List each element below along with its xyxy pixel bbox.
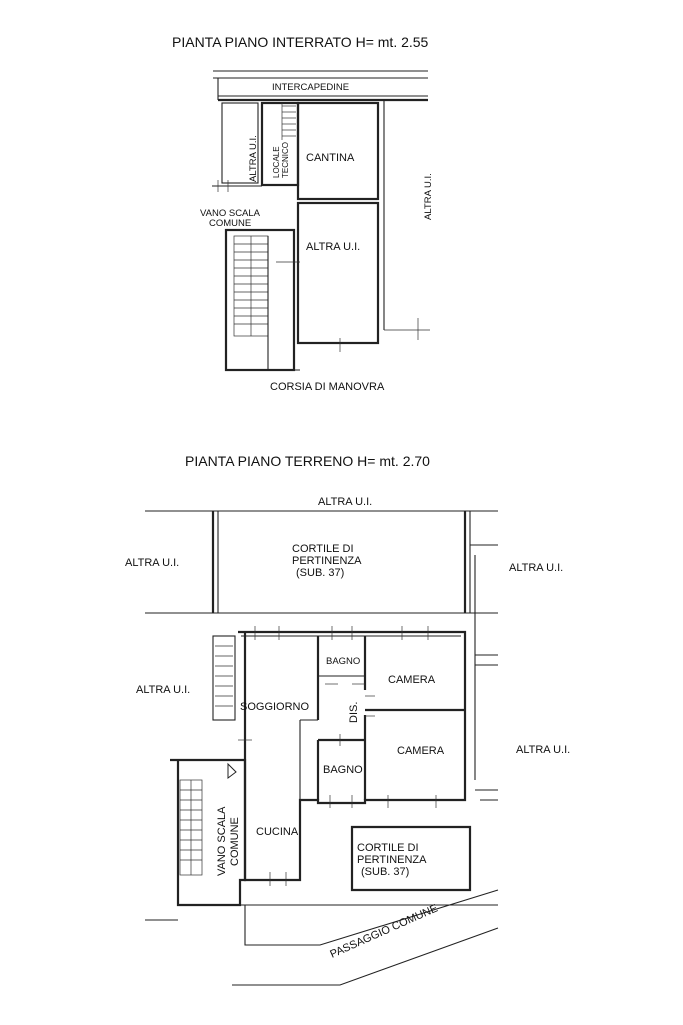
cucina-label: CUCINA: [256, 826, 299, 838]
camera-1-label: CAMERA: [388, 674, 436, 686]
corsia-label: CORSIA DI MANOVRA: [270, 381, 385, 393]
stair-arrow-icon: [228, 764, 236, 778]
locale-tecnico-label-2: TECNICO: [281, 142, 290, 178]
cortile2-label-1: CORTILE DI: [357, 842, 419, 854]
bagno-2-label: BAGNO: [323, 764, 363, 776]
soggiorno-left-stair-strip: [213, 636, 235, 720]
intercapedine-label: INTERCAPEDINE: [272, 82, 350, 93]
altra-top-right-label: ALTRA U.I.: [509, 562, 564, 574]
soggiorno-label: SOGGIORNO: [240, 701, 310, 713]
locale-tecnico-label-1: LOCALE: [272, 146, 281, 178]
bagno-1-label: BAGNO: [326, 656, 361, 667]
basement-altra-right-label: ALTRA U.I.: [423, 173, 434, 220]
right-neighbour-outline: [470, 545, 498, 800]
cortile-label-2: PERTINENZA: [292, 555, 362, 567]
basement-title: PIANTA PIANO INTERRATO H= mt. 2.55: [172, 34, 429, 50]
basement-altra-center-label: ALTRA U.I.: [306, 241, 361, 253]
altra-mid-right-label: ALTRA U.I.: [516, 744, 571, 756]
vano-scala-label-1: VANO SCALA: [216, 806, 228, 876]
cortile2-label-2: PERTINENZA: [357, 854, 427, 866]
passaggio-label: PASSAGGIO COMUNE: [328, 902, 440, 961]
cantina-label: CANTINA: [306, 152, 355, 164]
vano-scala-steps: [180, 780, 202, 875]
basement-vano-scala-label-1: VANO SCALA: [200, 208, 261, 219]
basement-center-unit-walls: [298, 203, 378, 343]
altra-top-label: ALTRA U.I.: [318, 496, 373, 508]
basement-plan: [172, 34, 434, 393]
ground-plan: [125, 453, 570, 985]
ground-title: PIANTA PIANO TERRENO H= mt. 2.70: [185, 453, 430, 469]
locale-tecnico-stair-hatch: [282, 103, 296, 140]
basement-stair-flight: [234, 236, 268, 370]
basement-vano-scala-label-2: COMUNE: [209, 218, 252, 229]
cantina-walls: [298, 103, 378, 199]
soggiorno-stair-steps: [215, 646, 233, 706]
cortile-label-3: (SUB. 37): [296, 567, 345, 579]
cortile-label-1: CORTILE DI: [292, 543, 354, 555]
altra-top-left-label: ALTRA U.I.: [125, 557, 180, 569]
basement-altra-left-label: ALTRA U.I.: [248, 135, 259, 182]
cortile2-label-3: (SUB. 37): [361, 866, 410, 878]
dis-label: DIS.: [348, 701, 360, 723]
camera-2-label: CAMERA: [397, 745, 445, 757]
altra-mid-left-label: ALTRA U.I.: [136, 684, 191, 696]
vano-scala-label-2: COMUNE: [229, 817, 241, 866]
